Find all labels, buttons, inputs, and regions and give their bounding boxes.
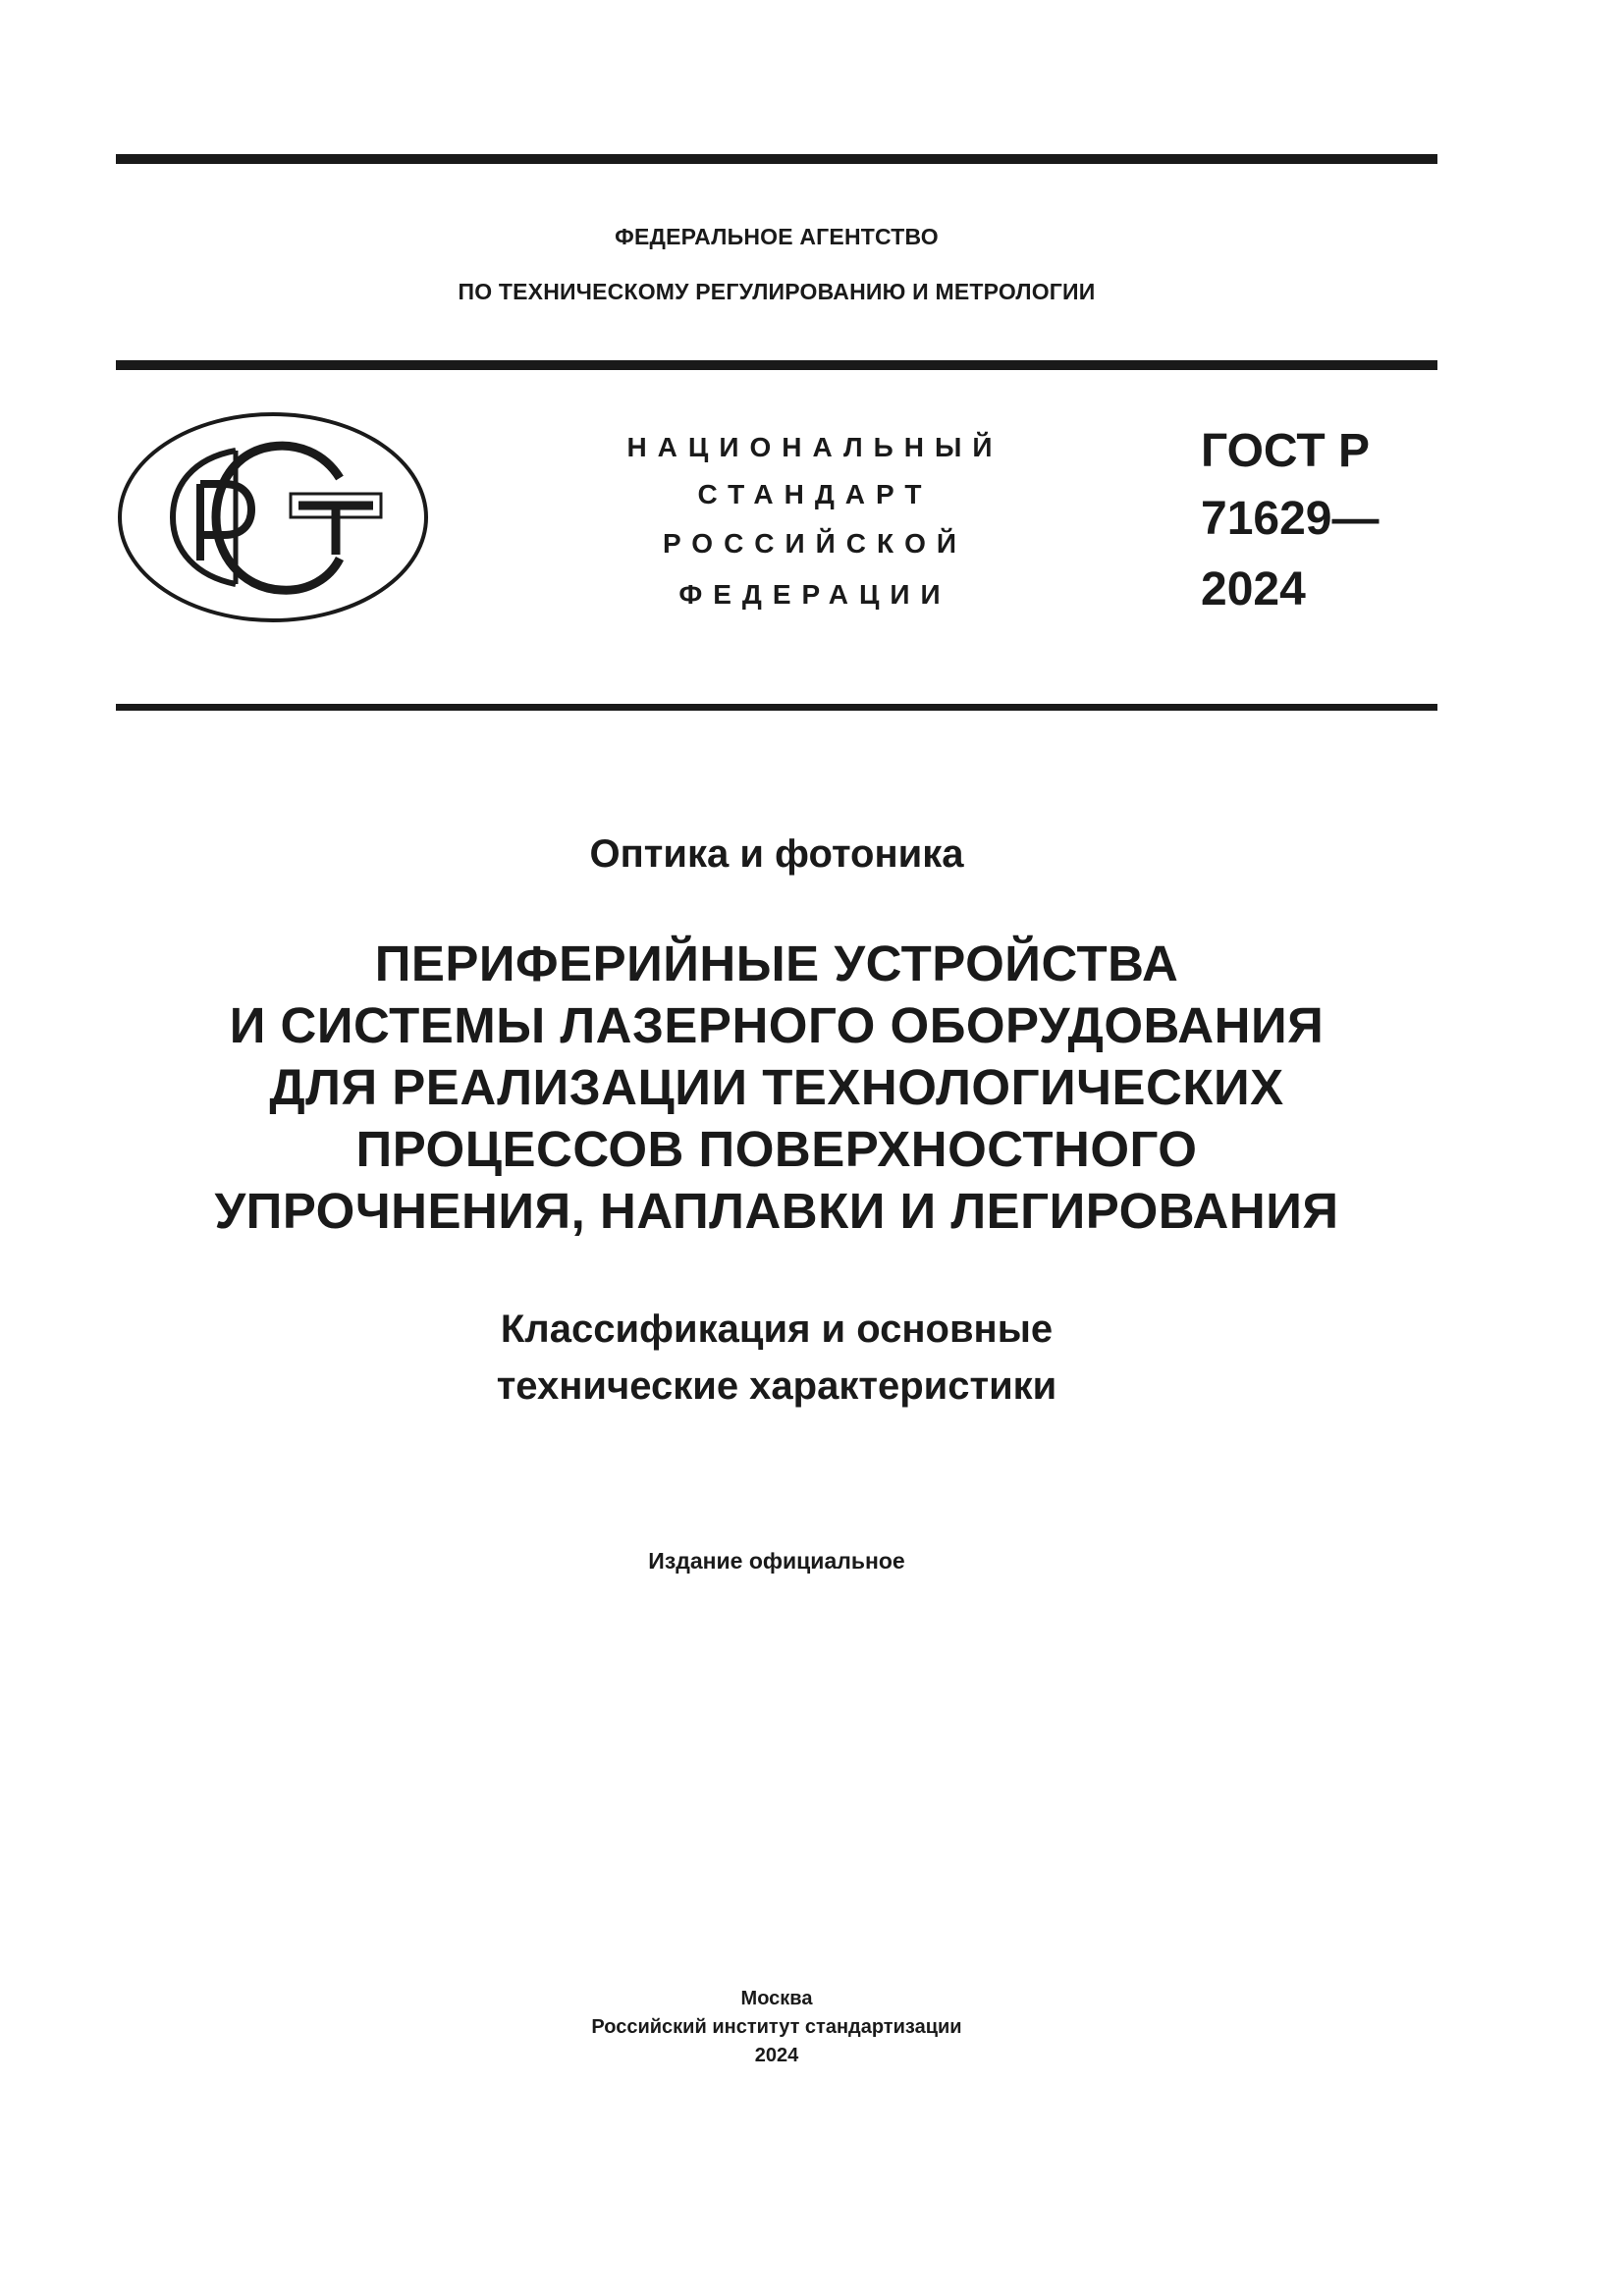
subtitle-line: Классификация и основные	[500, 1308, 1054, 1351]
document-subtitle	[116, 1301, 1437, 1415]
title-line: ПЕРИФЕРИЙНЫЕ УСТРОЙСТВА	[374, 935, 1179, 991]
top-rule	[116, 154, 1437, 164]
agency-name-line-1: ФЕДЕРАЛЬНОЕ АГЕНТСТВО	[615, 224, 939, 249]
title-line: УПРОЧНЕНИЯ, НАПЛАВКИ И ЛЕГИРОВАНИЯ	[214, 1183, 1339, 1239]
title-line: И СИСТЕМЫ ЛАЗЕРНОГО ОБОРУДОВАНИЯ	[229, 997, 1325, 1053]
standard-designation-line-1: ГОСТ Р	[1201, 425, 1371, 477]
imprint-city: Москва	[740, 1988, 813, 2009]
document-title	[116, 933, 1437, 1242]
middle-rule	[116, 360, 1437, 370]
title-line: ПРОЦЕССОВ ПОВЕРХНОСТНОГО	[355, 1121, 1198, 1177]
agency-name-line-2: ПО ТЕХНИЧЕСКОМУ РЕГУЛИРОВАНИЮ И МЕТРОЛОГИИ	[458, 279, 1096, 304]
edition-note: Издание официальное	[648, 1548, 905, 1574]
subject-heading: Оптика и фотоника	[589, 832, 964, 876]
national-standard-line-2: СТАНДАРТ	[697, 479, 933, 509]
rst-certification-mark-icon	[116, 407, 430, 628]
title-line: ДЛЯ РЕАЛИЗАЦИИ ТЕХНОЛОГИЧЕСКИХ	[269, 1059, 1284, 1115]
national-standard-line-4: ФЕДЕРАЦИИ	[678, 579, 951, 610]
bottom-rule	[116, 704, 1437, 711]
standard-designation-line-3: 2024	[1201, 563, 1306, 615]
imprint-year: 2024	[754, 2045, 799, 2066]
subtitle-line: технические характеристики	[496, 1364, 1057, 1408]
national-standard-line-3: РОССИЙСКОЙ	[663, 528, 967, 559]
standard-designation-line-2: 71629—	[1201, 493, 1380, 545]
national-standard-line-1: НАЦИОНАЛЬНЫЙ	[626, 432, 1003, 462]
imprint-publisher: Российский институт стандартизации	[591, 2016, 962, 2038]
imprint	[116, 1985, 1437, 2070]
